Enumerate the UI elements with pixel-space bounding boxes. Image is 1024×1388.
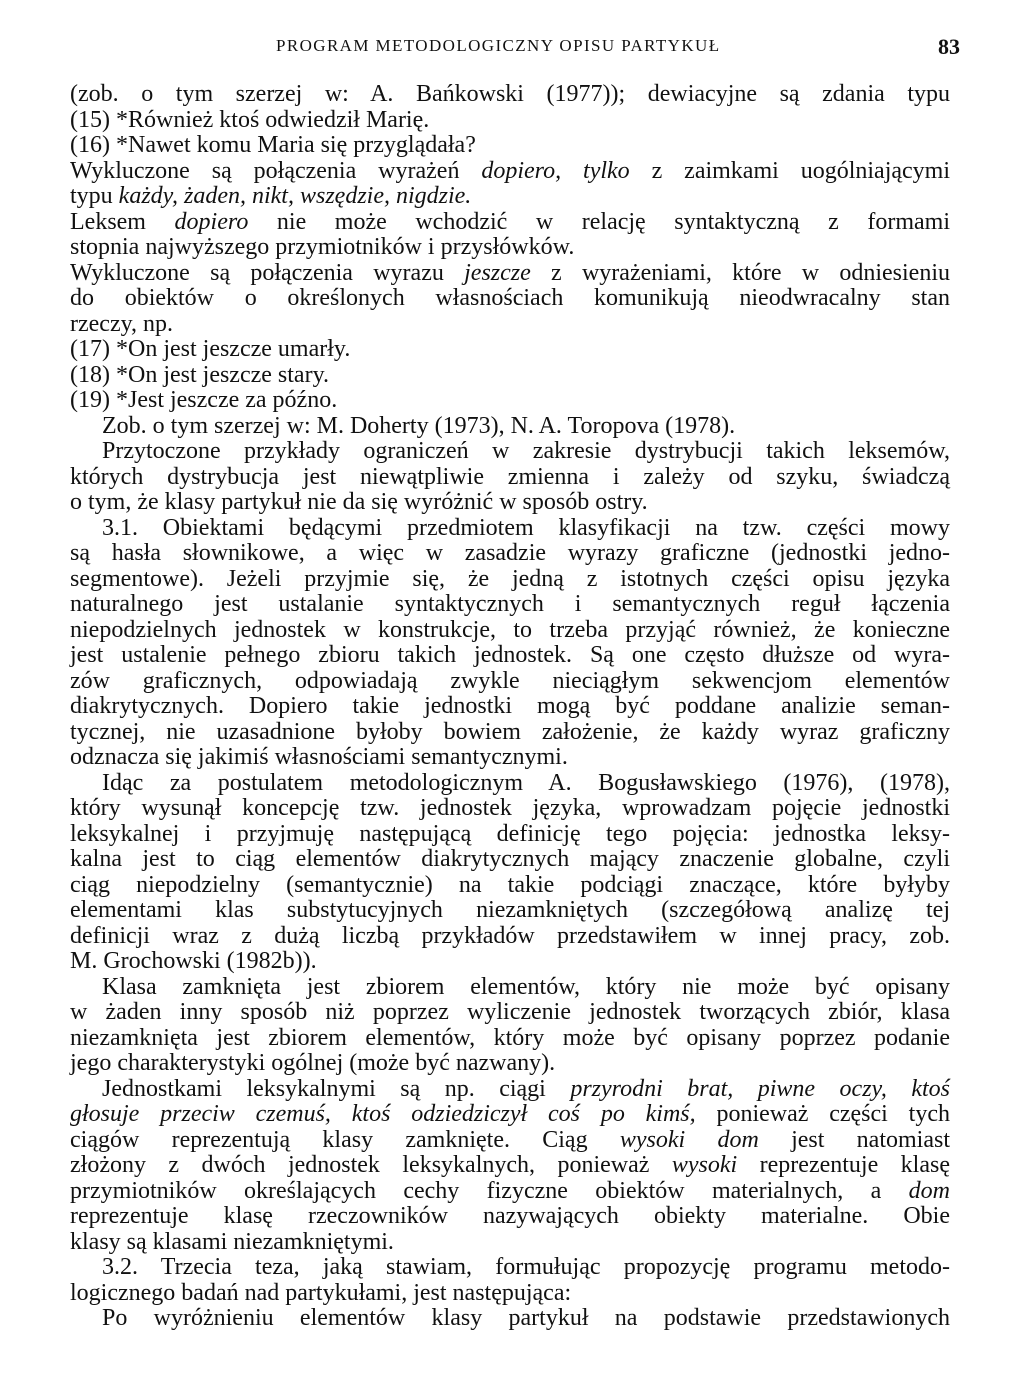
text-line [70, 541, 950, 567]
text-run: (17) *On jest jeszcze umarły. [70, 336, 351, 362]
italic-term: jeszcze [464, 259, 531, 286]
example-line [70, 363, 950, 389]
text-run: z zaimkami uogólniającymi [629, 157, 950, 184]
example-line [70, 108, 950, 134]
text-run: Wykluczone są połączenia wyrazu [70, 259, 465, 286]
text-line [70, 975, 950, 1001]
text-run: logicznego badań nad partykułami, jest następująca: [70, 1279, 572, 1306]
text-run: jest natomiast [758, 1126, 950, 1153]
text-run: zów graficznych, odpowiadają zwykle nieciągłym sekwencjom elementów [70, 667, 950, 694]
text-line [70, 210, 950, 236]
example-line [70, 388, 950, 414]
italic-term: wysoki [671, 1152, 738, 1178]
text-run: Idąc za postulatem metodologicznym A. Bogusławskiego (1976), (1978), [102, 769, 950, 796]
text-line [70, 1153, 950, 1179]
text-run: których dystrybucja jest niewątpliwie zmienna i zależy od szyku, świadczą [70, 463, 950, 490]
text-run: leksykalnej i przyjmuję następującą definicję tego pojęcia: jednostka leksy- [70, 820, 950, 847]
text-run: tycznej, nie uzasadnione byłoby bowiem założenie, że każdy wyraz graficzny [70, 718, 950, 745]
text-run: 3.1. Obiektami będącymi przedmiotem klasyfikacji na tzw. części mowy [102, 514, 950, 541]
text-line [70, 1102, 950, 1128]
text-run: nie może wchodzić w relację syntaktyczną z formami [248, 208, 950, 235]
text-line [70, 898, 950, 924]
text-line [70, 286, 950, 312]
text-run: segmentowe). Jeżeli przyjmie się, że jedną z istotnych części opisu języka [70, 565, 950, 592]
text-line [70, 1128, 950, 1154]
text-line [70, 924, 950, 950]
text-line [70, 949, 950, 975]
running-header [270, 34, 960, 62]
text-run: Jednostkami leksykalnymi są np. ciągi [102, 1075, 571, 1102]
text-line [70, 873, 950, 899]
text-run: (zob. o tym szerzej w: A. Bańkowski (1977)); dewiacyjne są zdania typu [70, 81, 950, 107]
text-run: Zob. o tym szerzej w: M. Doherty (1973), N. A. Toropova (1978). [102, 412, 736, 439]
text-run: reprezentuje klasę rzeczowników nazywających obiekty materialne. Obie [70, 1203, 950, 1229]
italic-term: wysoki dom [619, 1126, 759, 1153]
text-line [70, 1281, 950, 1307]
italic-term: każdy, żaden, nikt, wszędzie, nigdzie. [118, 183, 472, 209]
text-line [70, 1230, 950, 1256]
text-run: diakrytycznych. Dopiero takie jednostki mogą być poddane analizie seman- [70, 693, 950, 719]
text-line [70, 261, 950, 287]
text-run: jest ustalenie pełnego zbioru takich jednostek. Są one często dłuższe od wyra- [70, 642, 950, 668]
text-run: reprezentuje klasę [737, 1152, 950, 1178]
text-line [70, 1077, 950, 1103]
text-run: kalna jest to ciąg elementów diakrytycznych mający znaczenie globalne, czyli [70, 846, 950, 872]
text-run: niepodzielnych jednostek w konstrukcje, to trzeba przyjąć również, że konieczne [70, 616, 950, 643]
text-run: (18) *On jest jeszcze stary. [70, 361, 330, 388]
text-line [70, 439, 950, 465]
text-line [70, 822, 950, 848]
text-run: (19) *Jest jeszcze za późno. [70, 387, 338, 413]
text-run: do obiektów o określonych własnościach komunikują nieodwracalny stan [70, 285, 950, 311]
text-line [70, 669, 950, 695]
body-text [70, 82, 950, 1332]
text-run: Po wyróżnieniu elementów klasy partykuł na podstawie przedstawionych [102, 1305, 950, 1331]
text-line [70, 159, 950, 185]
text-run: niezamknięta jest zbiorem elementów, który może być opisany poprzez podanie [70, 1024, 950, 1051]
italic-term: dopiero, tylko [481, 157, 630, 184]
text-line [70, 82, 950, 108]
text-run: ciąg niepodzielny (semantycznie) na takie podciągi znaczące, które byłyby [70, 871, 950, 898]
text-run: ponieważ części tych [695, 1101, 950, 1127]
text-line [70, 694, 950, 720]
text-line [70, 235, 950, 261]
text-run: Wykluczone są połączenia wyrażeń [70, 157, 482, 184]
text-run: który wysunął koncepcję tzw. jednostek języka, wprowadzam pojęcie jednostki [70, 795, 950, 821]
section-line [70, 516, 950, 542]
text-run: ciągów reprezentują klasy zamknięte. Ciąg [70, 1126, 620, 1153]
italic-term: dom [908, 1177, 950, 1204]
text-run: są hasła słownikowe, a więc w zasadzie wyrazy graficzne (jednostki jedno- [70, 540, 950, 566]
text-run: stopnia najwyższego przymiotników i przysłówków. [70, 234, 575, 260]
text-run: złożony z dwóch jednostek leksykalnych, ponieważ [70, 1152, 672, 1178]
running-title: PROGRAM METODOLOGICZNY OPISU PARTYKUŁ [276, 36, 721, 55]
text-run: o tym, że klasy partykuł nie da się wyróżnić w sposób ostry. [70, 489, 648, 515]
text-run: (15) *Również ktoś odwiedził Marię. [70, 106, 430, 133]
italic-term: głosuje przeciw czemuś, ktoś odziedziczył coś po kimś, [70, 1101, 696, 1127]
text-run: naturalnego jest ustalanie syntaktycznych i semantycznych reguł łączenia [70, 591, 950, 617]
example-line [70, 337, 950, 363]
text-run: rzeczy, np. [70, 310, 174, 337]
text-run: definicji wraz z dużą liczbą przykładów przedstawiłem w innej pracy, zob. [70, 922, 950, 949]
text-run: M. Grochowski (1982b)). [70, 948, 317, 974]
text-line [70, 1026, 950, 1052]
text-line [70, 796, 950, 822]
text-run: z wyrażeniami, które w odniesieniu [530, 259, 950, 286]
page-number: 83 [938, 34, 960, 59]
text-line [70, 312, 950, 338]
text-line [70, 1204, 950, 1230]
text-line [70, 1179, 950, 1205]
text-line [70, 847, 950, 873]
text-line [70, 643, 950, 669]
text-line [70, 771, 950, 797]
text-run: typu [70, 183, 119, 209]
text-run: jego charakterystyki ogólnej (może być nazwany). [70, 1050, 556, 1076]
text-run: Klasa zamknięta jest zbiorem elementów, który nie może być opisany [102, 973, 950, 1000]
text-run: (16) *Nawet komu Maria się przyglądała? [70, 132, 476, 158]
text-line [70, 720, 950, 746]
text-line [70, 745, 950, 771]
text-line [70, 465, 950, 491]
text-line [70, 1306, 950, 1332]
text-line [70, 490, 950, 516]
text-line [70, 1000, 950, 1026]
italic-term: przyrodni brat, piwne oczy, ktoś [570, 1075, 951, 1102]
italic-term: dopiero [174, 208, 249, 235]
text-run: przymiotników określających cechy fizyczne obiektów materialnych, a [70, 1177, 909, 1204]
text-run: Przytoczone przykłady ograniczeń w zakresie dystrybucji takich leksemów, [102, 438, 950, 464]
text-run: w żaden inny sposób niż poprzez wyliczenie jednostek tworzących zbiór, klasa [70, 999, 950, 1025]
text-line [70, 1051, 950, 1077]
text-run: Leksem [70, 208, 175, 235]
example-line [70, 133, 950, 159]
text-line [70, 184, 950, 210]
text-run: odznacza się jakimiś własnościami semantycznymi. [70, 744, 568, 770]
text-line [70, 618, 950, 644]
text-run: klasy są klasami niezamkniętymi. [70, 1228, 394, 1255]
text-line [70, 592, 950, 618]
text-run: elementami klas substytucyjnych niezamkniętych (szczegółową analizę tej [70, 897, 950, 923]
text-line [70, 414, 950, 440]
section-line [70, 1255, 950, 1281]
text-line [70, 567, 950, 593]
text-run: 3.2. Trzecia teza, jaką stawiam, formułując propozycję programu metodo- [102, 1254, 950, 1280]
